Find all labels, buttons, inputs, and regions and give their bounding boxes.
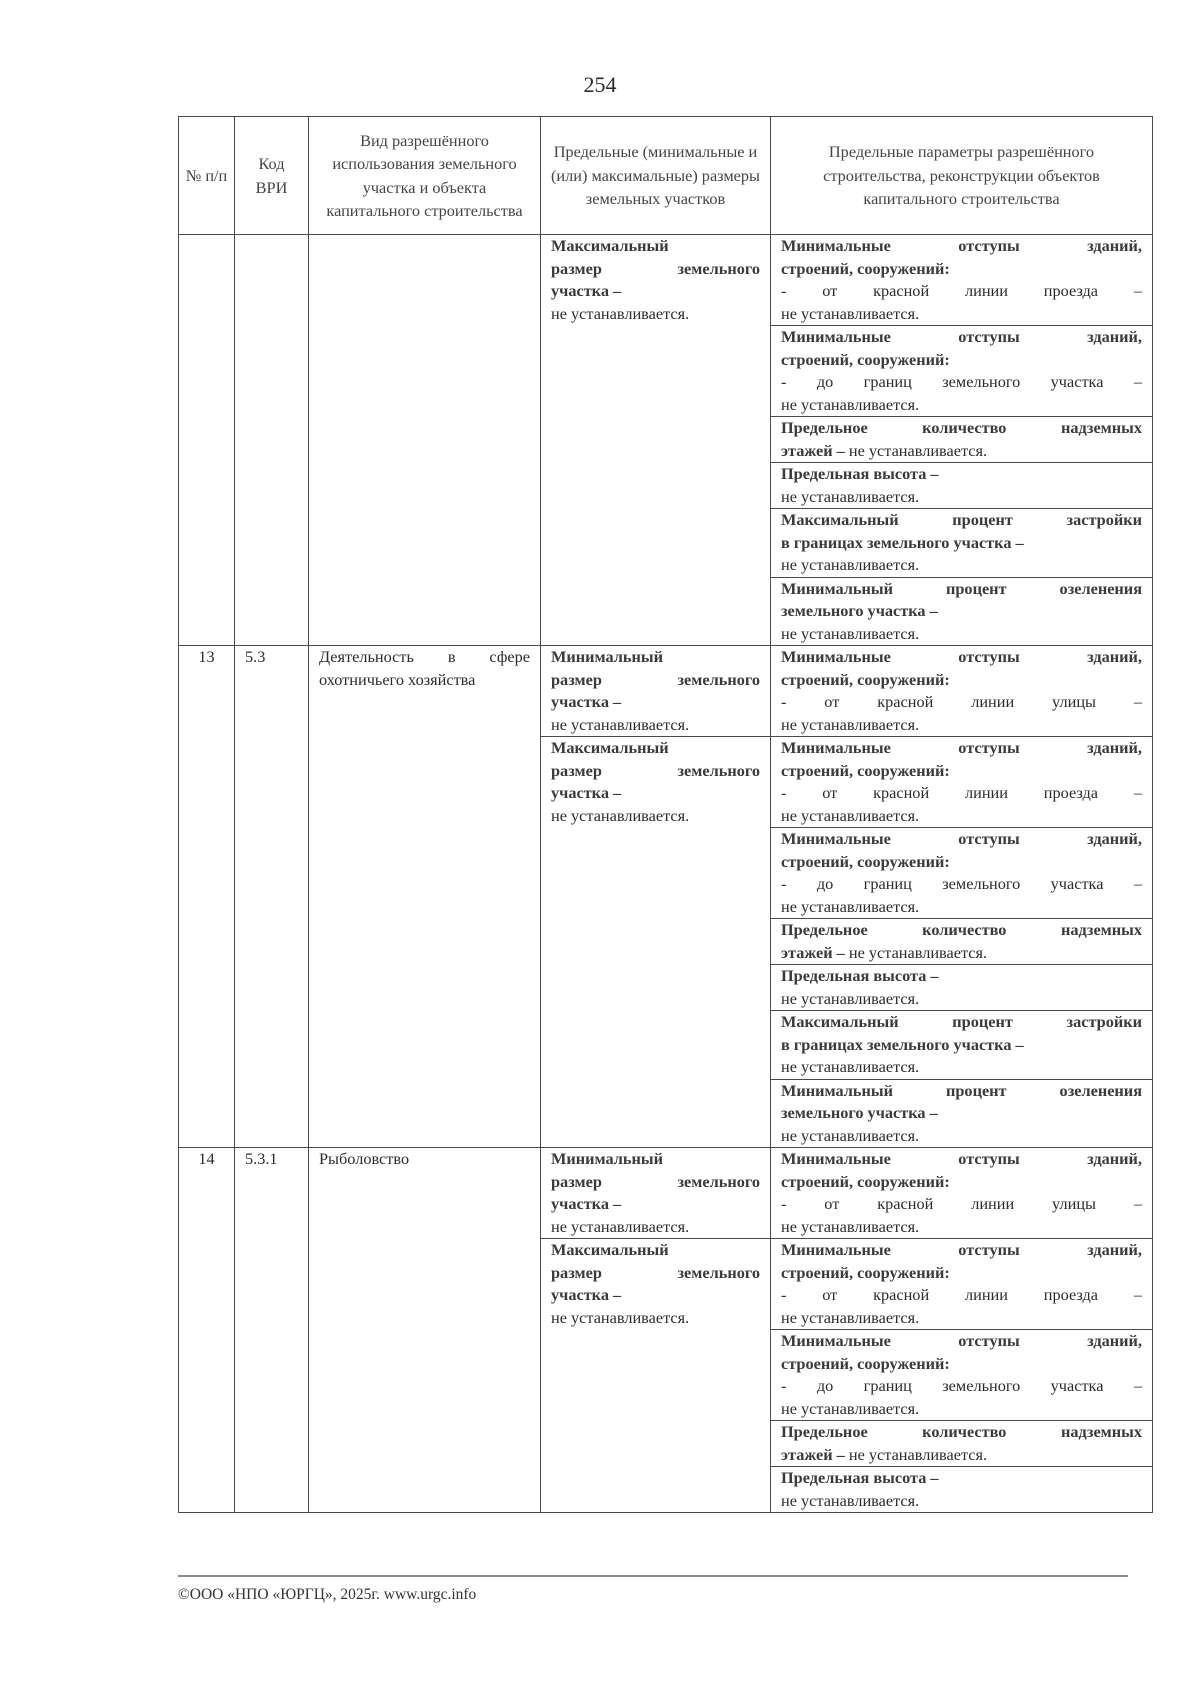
cell-vri xyxy=(309,235,541,646)
cell-min-size: Минимальный размер земельного участка – не устанавливается. xyxy=(541,646,771,737)
cell-vri: Деятельность в сфере охотничьего хозяйства xyxy=(309,646,541,1148)
cell-num: 13 xyxy=(179,646,235,1148)
cell-max-size: Максимальный размер земельного участка – не устанавливается. xyxy=(541,1239,771,1513)
header-vri: Вид разрешённого использования земельного участка и объекта капитального строительства xyxy=(309,117,541,235)
header-num: № п/п xyxy=(179,117,235,235)
footer-divider xyxy=(178,1575,1128,1577)
param-green-percent: Минимальный процент озеленения земельного участка – не устанавливается. xyxy=(771,1079,1153,1148)
param-height: Предельная высота – не устанавливается. xyxy=(771,1467,1153,1513)
param-setback-passage: Минимальные отступы зданий, строений, сооружений: - от красной линии проезда – не устанавливается. xyxy=(771,737,1153,828)
table-row xyxy=(179,235,1153,326)
regulations-table xyxy=(178,116,1153,1513)
cell-vri: Рыболовство xyxy=(309,1148,541,1513)
cell-num: 14 xyxy=(179,1148,235,1513)
header-params: Предельные параметры разрешённого строительства, реконструкции объектов капитального строительства xyxy=(771,117,1153,235)
table-row xyxy=(179,1148,1153,1239)
cell-num xyxy=(179,235,235,646)
param-floors: Предельное количество надземных этажей – не устанавливается. xyxy=(771,919,1153,965)
cell-code: 5.3.1 xyxy=(235,1148,309,1513)
header-sizes: Предельные (минимальные и (или) максимальные) размеры земельных участков xyxy=(541,117,771,235)
cell-code: 5.3 xyxy=(235,646,309,1148)
param-setback-boundary: Минимальные отступы зданий, строений, сооружений: - до границ земельного участка – не устанавливается. xyxy=(771,326,1153,417)
cell-code xyxy=(235,235,309,646)
param-height: Предельная высота – не устанавливается. xyxy=(771,965,1153,1011)
param-setback-passage: Минимальные отступы зданий, строений, сооружений: - от красной линии проезда – не устанавливается. xyxy=(771,235,1153,326)
param-setback-boundary: Минимальные отступы зданий, строений, сооружений: - до границ земельного участка – не устанавливается. xyxy=(771,828,1153,919)
table-row xyxy=(179,646,1153,737)
param-height: Предельная высота – не устанавливается. xyxy=(771,463,1153,509)
header-code: Код ВРИ xyxy=(235,117,309,235)
cell-min-size: Минимальный размер земельного участка – не устанавливается. xyxy=(541,1148,771,1239)
param-setback-boundary: Минимальные отступы зданий, строений, сооружений: - до границ земельного участка – не устанавливается. xyxy=(771,1330,1153,1421)
param-floors: Предельное количество надземных этажей – не устанавливается. xyxy=(771,1421,1153,1467)
page-number: 254 xyxy=(583,72,617,97)
param-setback-street: Минимальные отступы зданий, строений, сооружений: - от красной линии улицы – не устанавливается. xyxy=(771,1148,1153,1239)
footer-copyright: ©ООО «НПО «ЮРГЦ», 2025г. www.urgc.info xyxy=(178,1586,477,1603)
param-floors: Предельное количество надземных этажей – не устанавливается. xyxy=(771,417,1153,463)
cell-max-size: Максимальный размер земельного участка – не устанавливается. xyxy=(541,235,771,646)
param-build-percent: Максимальный процент застройки в границах земельного участка – не устанавливается. xyxy=(771,509,1153,578)
param-setback-passage: Минимальные отступы зданий, строений, сооружений: - от красной линии проезда – не устанавливается. xyxy=(771,1239,1153,1330)
param-green-percent: Минимальный процент озеленения земельного участка – не устанавливается. xyxy=(771,577,1153,646)
param-build-percent: Максимальный процент застройки в границах земельного участка – не устанавливается. xyxy=(771,1011,1153,1080)
table-header-row xyxy=(179,117,1153,235)
cell-max-size: Максимальный размер земельного участка – не устанавливается. xyxy=(541,737,771,1148)
param-setback-street: Минимальные отступы зданий, строений, сооружений: - от красной линии улицы – не устанавливается. xyxy=(771,646,1153,737)
